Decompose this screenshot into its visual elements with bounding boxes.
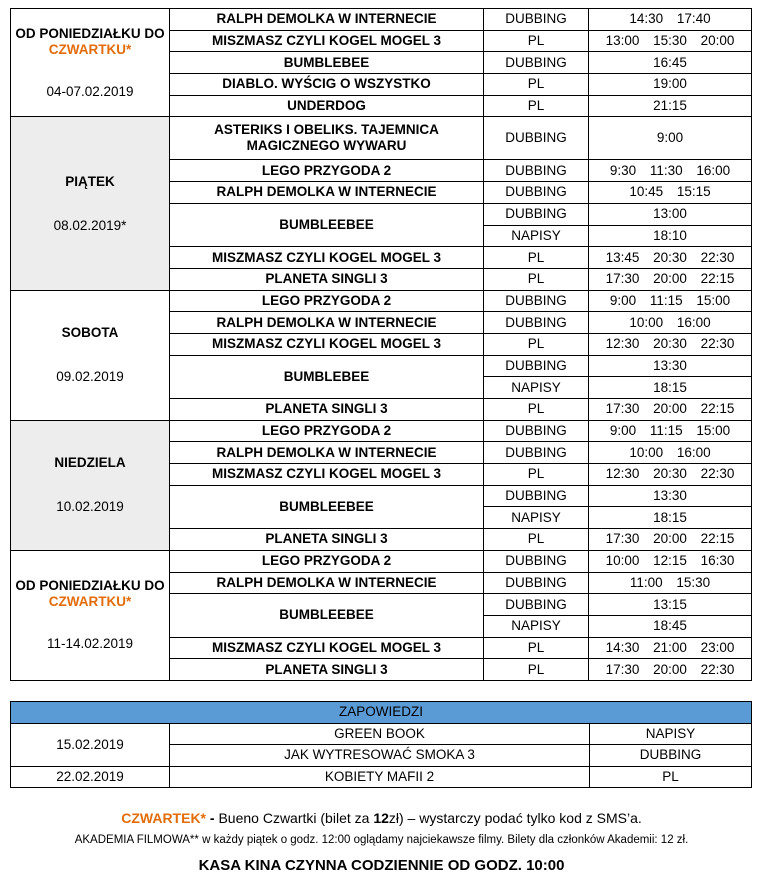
- showtimes: 18:10: [589, 225, 752, 247]
- showtimes: 13:30: [589, 485, 752, 507]
- movie-title: RALPH DEMOLKA W INTERNECIE: [170, 9, 484, 31]
- thursday-label: CZWARTEK*: [121, 810, 207, 826]
- showtimes: 13:00: [589, 203, 752, 225]
- movie-version: DUBBING: [484, 594, 589, 616]
- movie-version: DUBBING: [484, 550, 589, 572]
- preview-version: NAPISY: [590, 723, 752, 745]
- movie-title: PLANETA SINGLI 3: [170, 399, 484, 421]
- showtimes: 9:00: [589, 117, 752, 160]
- day-cell: [11, 290, 170, 420]
- day-name: OD PONIEDZIAŁKU DO CZWARTKU*: [15, 25, 165, 57]
- showtimes: 10:00 16:00: [589, 442, 752, 464]
- movie-version: PL: [484, 247, 589, 269]
- day-date-range: 11-14.02.2019: [46, 636, 134, 652]
- movie-version: PL: [484, 529, 589, 551]
- showtimes: 17:30 20:00 22:30: [589, 659, 752, 681]
- movie-version: NAPISY: [484, 377, 589, 399]
- preview-title: GREEN BOOK: [170, 723, 590, 745]
- schedule-row: [11, 420, 752, 442]
- movie-title: BUMBLEBEE: [170, 52, 484, 74]
- movie-version: DUBBING: [484, 203, 589, 225]
- movie-version: PL: [484, 399, 589, 421]
- movie-title: RALPH DEMOLKA W INTERNECIE: [170, 572, 484, 594]
- showtimes: 21:15: [589, 95, 752, 117]
- movie-version: DUBBING: [484, 9, 589, 31]
- showtimes: 9:00 11:15 15:00: [589, 420, 752, 442]
- movie-version: DUBBING: [484, 117, 589, 160]
- day-cell: [11, 550, 170, 680]
- academy-note: AKADEMIA FILMOWA** w każdy piątek o godz. 12:00 oglądamy najciekawsze filmy. Bilety dla członków Akademii: 12 zł.: [74, 834, 689, 846]
- previews-header-row: [11, 702, 752, 724]
- showtimes: 19:00: [589, 74, 752, 96]
- movie-title: MISZMASZ CZYLI KOGEL MOGEL 3: [170, 247, 484, 269]
- preview-row: [11, 766, 752, 788]
- movie-title: PLANETA SINGLI 3: [170, 659, 484, 681]
- schedule-row: [11, 9, 752, 31]
- previews-table: [10, 701, 752, 788]
- preview-title: KOBIETY MAFII 2: [170, 766, 590, 788]
- movie-title: MISZMASZ CZYLI KOGEL MOGEL 3: [170, 464, 484, 486]
- movie-version: DUBBING: [484, 312, 589, 334]
- showtimes: 17:30 20:00 22:15: [589, 399, 752, 421]
- movie-title: BUMBLEBEE: [170, 355, 484, 398]
- showtimes: 14:30 21:00 23:00: [589, 637, 752, 659]
- preview-version: DUBBING: [590, 745, 752, 767]
- day-name: SOBOTA: [61, 325, 119, 341]
- movie-title: UNDERDOG: [170, 95, 484, 117]
- day-date-range: 08.02.2019*: [53, 217, 127, 233]
- footer: [0, 808, 763, 876]
- showtimes: 11:00 15:30: [589, 572, 752, 594]
- showtimes: 16:45: [589, 52, 752, 74]
- showtimes: 12:30 20:30 22:30: [589, 464, 752, 486]
- box-office-hours: KASA KINA CZYNNA CODZIENNIE OD GODZ. 10:00: [198, 857, 565, 874]
- showtimes: 13:45 20:30 22:30: [589, 247, 752, 269]
- thursday-promo: CZWARTEK* - Bueno Czwartki (bilet za 12zł) – wystarczy podać tylko kod z SMS’a.: [121, 810, 642, 826]
- movie-version: PL: [484, 30, 589, 52]
- showtimes: 18:15: [589, 507, 752, 529]
- movie-title: LEGO PRZYGODA 2: [170, 420, 484, 442]
- movie-version: DUBBING: [484, 485, 589, 507]
- schedule-row: [11, 550, 752, 572]
- movie-title: RALPH DEMOLKA W INTERNECIE: [170, 442, 484, 464]
- movie-version: PL: [484, 268, 589, 290]
- movie-title: RALPH DEMOLKA W INTERNECIE: [170, 182, 484, 204]
- day-name-highlight: CZWARTKU*: [48, 594, 132, 610]
- showtimes: 10:00 16:00: [589, 312, 752, 334]
- movie-title: MISZMASZ CZYLI KOGEL MOGEL 3: [170, 30, 484, 52]
- showtimes: 13:30: [589, 355, 752, 377]
- day-cell: [11, 117, 170, 290]
- movie-version: NAPISY: [484, 507, 589, 529]
- showtimes: 13:15: [589, 594, 752, 616]
- day-name: NIEDZIELA: [54, 455, 126, 471]
- preview-row: [11, 723, 752, 745]
- movie-version: DUBBING: [484, 182, 589, 204]
- movie-title: RALPH DEMOLKA W INTERNECIE: [170, 312, 484, 334]
- day-name: PIĄTEK: [65, 173, 115, 189]
- movie-version: PL: [484, 659, 589, 681]
- previews-header: ZAPOWIEDZI: [11, 702, 752, 724]
- movie-version: DUBBING: [484, 442, 589, 464]
- movie-version: NAPISY: [484, 225, 589, 247]
- day-name: OD PONIEDZIAŁKU DO CZWARTKU*: [15, 578, 165, 610]
- movie-version: DUBBING: [484, 572, 589, 594]
- showtimes: 17:30 20:00 22:15: [589, 529, 752, 551]
- day-date-range: 09.02.2019: [56, 369, 124, 385]
- showtimes: 10:00 12:15 16:30: [589, 550, 752, 572]
- movie-title: LEGO PRZYGODA 2: [170, 160, 484, 182]
- showtimes: 9:30 11:30 16:00: [589, 160, 752, 182]
- preview-date: 15.02.2019: [11, 723, 170, 766]
- movie-title: PLANETA SINGLI 3: [170, 529, 484, 551]
- movie-title: BUMBLEEBEE: [170, 594, 484, 637]
- movie-version: PL: [484, 95, 589, 117]
- movie-version: DUBBING: [484, 52, 589, 74]
- showtimes: 18:45: [589, 615, 752, 637]
- showtimes: 17:30 20:00 22:15: [589, 268, 752, 290]
- movie-title: PLANETA SINGLI 3: [170, 268, 484, 290]
- movie-title: MISZMASZ CZYLI KOGEL MOGEL 3: [170, 333, 484, 355]
- preview-date: 22.02.2019: [11, 766, 170, 788]
- preview-title: JAK WYTRESOWAĆ SMOKA 3: [170, 745, 590, 767]
- movie-version: PL: [484, 333, 589, 355]
- day-cell: [11, 420, 170, 550]
- day-date-range: 04-07.02.2019: [46, 83, 134, 99]
- movie-title: ASTERIKS I OBELIKS. TAJEMNICA MAGICZNEGO WYWARU: [170, 117, 484, 160]
- movie-version: DUBBING: [484, 160, 589, 182]
- day-cell: [11, 9, 170, 117]
- movie-version: DUBBING: [484, 290, 589, 312]
- thursday-price: 12: [373, 810, 389, 826]
- preview-version: PL: [590, 766, 752, 788]
- movie-version: DUBBING: [484, 355, 589, 377]
- movie-title: BUMBLEEBEE: [170, 485, 484, 528]
- showtimes: 14:30 17:40: [589, 9, 752, 31]
- movie-version: PL: [484, 464, 589, 486]
- schedule-table: [10, 8, 752, 681]
- movie-title: MISZMASZ CZYLI KOGEL MOGEL 3: [170, 637, 484, 659]
- movie-version: NAPISY: [484, 615, 589, 637]
- day-name-highlight: CZWARTKU*: [48, 41, 132, 57]
- movie-title: LEGO PRZYGODA 2: [170, 550, 484, 572]
- movie-version: DUBBING: [484, 420, 589, 442]
- schedule-row: [11, 117, 752, 160]
- movie-version: PL: [484, 74, 589, 96]
- schedule-row: [11, 290, 752, 312]
- showtimes: 13:00 15:30 20:00: [589, 30, 752, 52]
- movie-title: BUMBLEEBEE: [170, 203, 484, 246]
- day-date-range: 10.02.2019: [56, 499, 124, 515]
- showtimes: 9:00 11:15 15:00: [589, 290, 752, 312]
- showtimes: 10:45 15:15: [589, 182, 752, 204]
- movie-title: LEGO PRZYGODA 2: [170, 290, 484, 312]
- movie-version: PL: [484, 637, 589, 659]
- showtimes: 12:30 20:30 22:30: [589, 333, 752, 355]
- showtimes: 18:15: [589, 377, 752, 399]
- movie-title: DIABLO. WYŚCIG O WSZYSTKO: [170, 74, 484, 96]
